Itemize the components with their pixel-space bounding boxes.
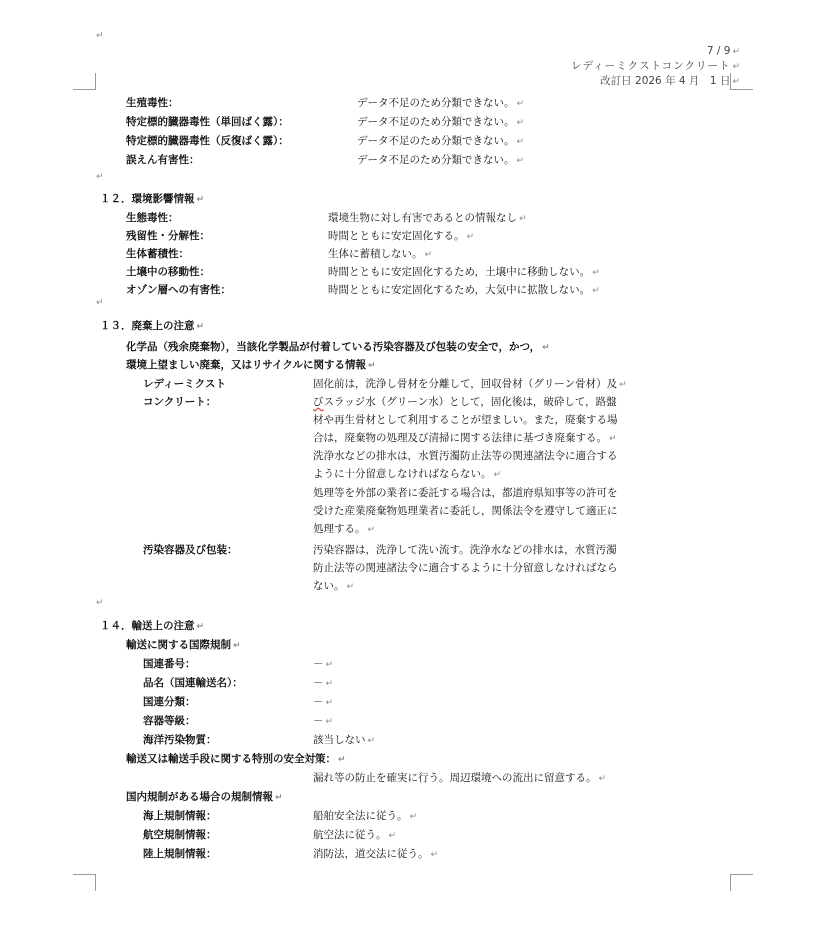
domestic-label: 航空規制情報： <box>143 829 217 841</box>
revision-date: 改訂日 2026 年 4 月 1 日 <box>600 75 731 87</box>
transport-label: 国連番号： <box>143 658 196 670</box>
disposal-item-label: 汚染容器及び包装： <box>143 544 238 556</box>
empty-paragraph-mark: ↵ <box>96 298 104 308</box>
transport-label: 国連分類： <box>143 696 196 708</box>
env-value: 時間とともに安定固化するため，土壌中に移動しない。 ↵ <box>328 266 600 278</box>
toxicity-value: データ不足のため分類できない。 ↵ <box>357 154 525 166</box>
intl-regulation-heading: 輸送に関する国際規制 ↵ <box>126 639 241 651</box>
empty-paragraph-mark: ↵ <box>96 172 104 182</box>
toxicity-label: 特定標的臓器毒性（単回ばく露）： <box>126 116 289 128</box>
toxicity-label: 特定標的臓器毒性（反復ばく露）： <box>126 135 289 147</box>
section-12-title: １２．環境影響情報 ↵ <box>100 193 205 205</box>
env-value: 時間とともに安定固化するため，大気中に拡散しない。 ↵ <box>328 284 600 296</box>
env-label: オゾン層への有害性： <box>126 284 231 296</box>
toxicity-value: データ不足のため分類できない。 ↵ <box>357 116 525 128</box>
toxicity-label: 生殖毒性： <box>126 97 179 109</box>
transport-value: 該当しない ↵ <box>313 734 376 746</box>
empty-paragraph-mark: ↵ <box>96 598 104 608</box>
disposal-item-label: レディーミクスト <box>143 378 227 390</box>
transport-value: － ↵ <box>313 658 334 670</box>
page-header: 7 / 9 ↵ レディーミクストコンクリート ↵ 改訂日 2026 年 4 月 1 日 ↵ <box>571 45 740 87</box>
env-label: 残留性・分解性： <box>126 230 210 242</box>
domestic-label: 陸上規制情報： <box>143 848 217 860</box>
domestic-value: 船舶安全法に従う。 ↵ <box>313 810 418 822</box>
env-value: 生体に蓄積しない。 ↵ <box>328 248 433 260</box>
corner-mark-bottom-right <box>730 874 753 891</box>
toxicity-value: データ不足のため分類できない。 ↵ <box>357 135 525 147</box>
env-label: 生体蓄積性： <box>126 248 189 260</box>
disposal-intro-line: 化学品（残余廃棄物），当該化学製品が付着している汚染容器及び包装の安全で，かつ， ↵ <box>126 341 550 353</box>
transport-label: 容器等級： <box>143 715 196 727</box>
transport-value: － ↵ <box>313 715 334 727</box>
domestic-value: 消防法，道交法に従う。 ↵ <box>313 848 439 860</box>
empty-paragraph-mark: ↵ <box>96 31 104 41</box>
disposal-intro-line: 環境上望ましい廃棄，又はリサイクルに関する情報 ↵ <box>126 359 376 371</box>
special-measures-value: 漏れ等の防止を確実に行う。周辺環境への流出に留意する。 ↵ <box>313 772 607 784</box>
transport-value: － ↵ <box>313 677 334 689</box>
product-name: レディーミクストコンクリート <box>571 60 731 72</box>
domestic-label: 海上規制情報： <box>143 810 217 822</box>
env-label: 生態毒性： <box>126 212 179 224</box>
section-14-title: １４．輸送上の注意 ↵ <box>100 620 205 632</box>
env-value: 時間とともに安定固化する。 ↵ <box>328 230 475 242</box>
corner-mark-bottom-left <box>73 874 96 891</box>
transport-label: 品名（国連輸送名）： <box>143 677 243 689</box>
disposal-item-label: コンクリート： <box>143 396 217 408</box>
transport-label: 海洋汚染物質： <box>143 734 217 746</box>
corner-mark-top-left <box>73 73 96 90</box>
toxicity-label: 誤えん有害性： <box>126 154 200 166</box>
page-number: 7 / 9 <box>706 45 731 57</box>
transport-value: － ↵ <box>313 696 334 708</box>
toxicity-value: データ不足のため分類できない。 ↵ <box>357 97 525 109</box>
special-measures-heading: 輸送又は輸送手段に関する特別の安全対策： ↵ <box>126 753 346 765</box>
env-label: 土壌中の移動性： <box>126 266 210 278</box>
domestic-value: 航空法に従う。 ↵ <box>313 829 397 841</box>
section-13-title: １３．廃棄上の注意 ↵ <box>100 320 205 332</box>
domestic-regulation-heading: 国内規制がある場合の規制情報 ↵ <box>126 791 283 803</box>
env-value: 環境生物に対し有害であるとの情報なし ↵ <box>328 212 527 224</box>
